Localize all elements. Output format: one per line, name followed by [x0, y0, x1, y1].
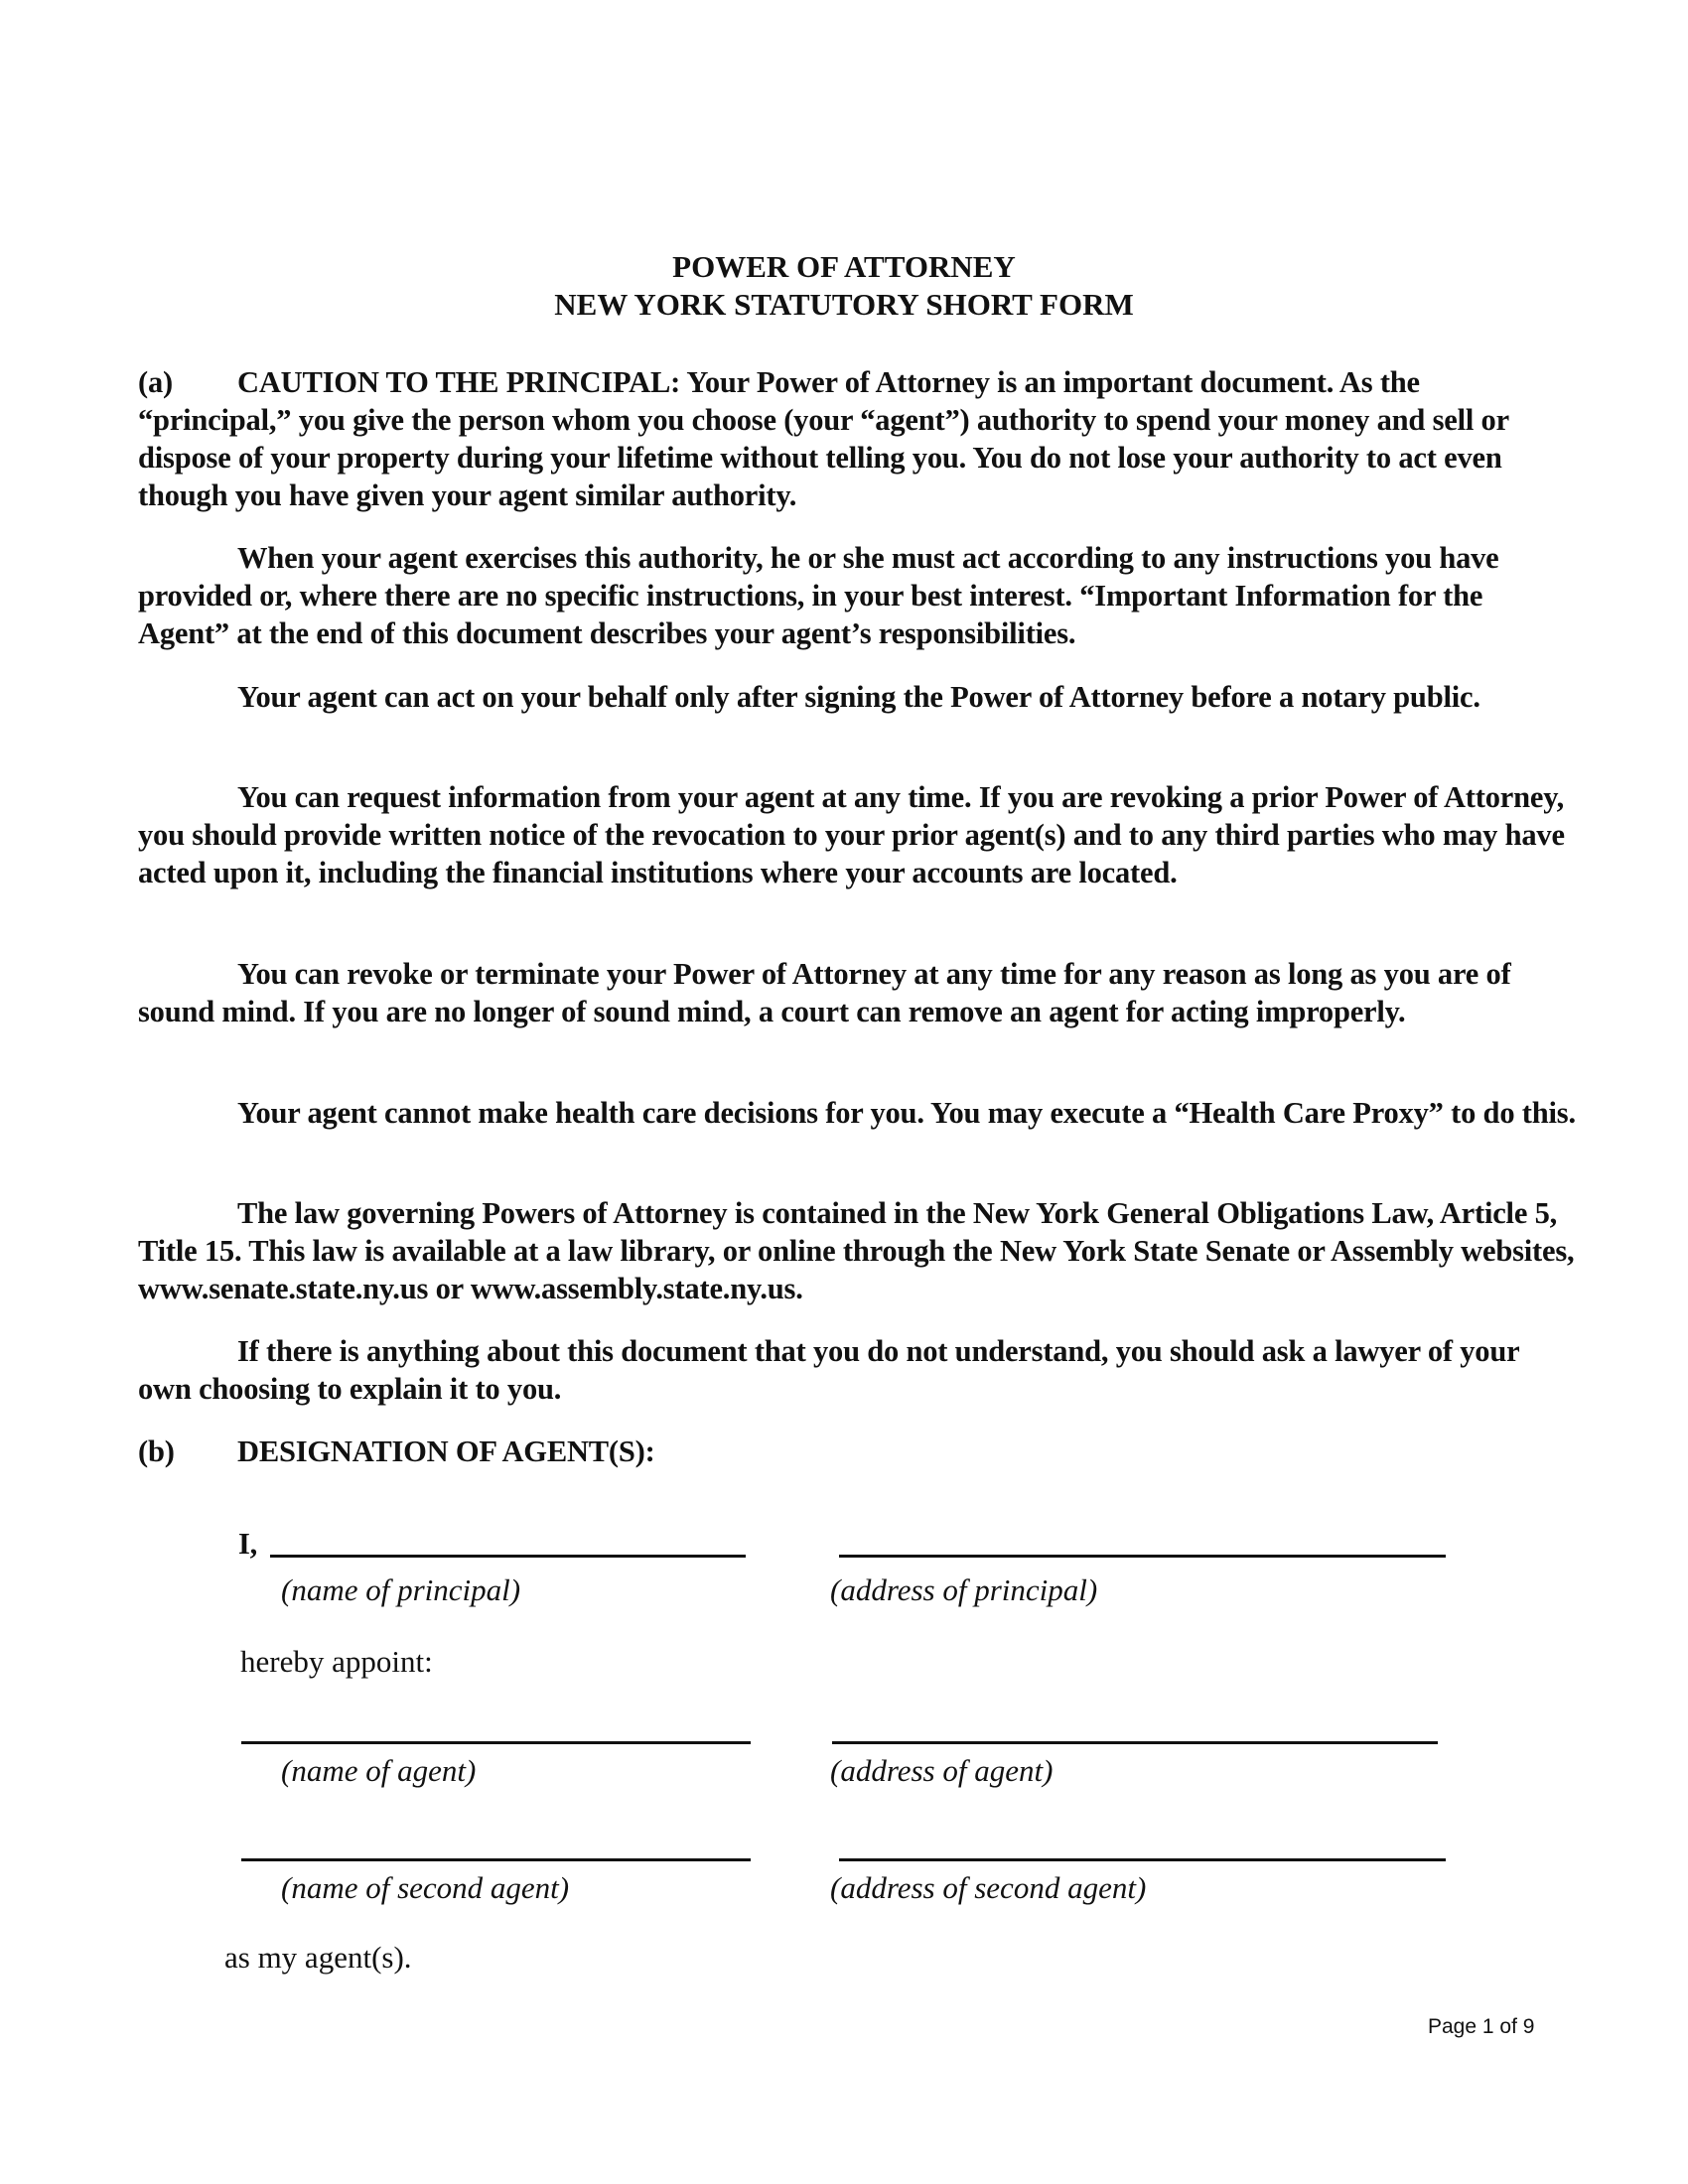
- caution-paragraph-6: [138, 1094, 1578, 1132]
- caution-text-2: When your agent exercises this authority, he or she must act according to any instructions you have provided or, where there are no specific instructions, in your best interest. “Important Information for the Agent” at the end of this document describes your agent’s responsibilities.: [138, 541, 1499, 650]
- caution-text-5: You can revoke or terminate your Power of Attorney at any time for any reason as long as you are of sound mind. If you are no longer of sound mind, a court can remove an agent for acting improperly.: [138, 957, 1511, 1028]
- name-of-principal-label: (name of principal): [281, 1572, 521, 1607]
- name-of-agent-field[interactable]: [241, 1741, 751, 1744]
- document-subtitle: NEW YORK STATUTORY SHORT FORM: [554, 287, 1134, 322]
- address-of-second-agent-label: (address of second agent): [830, 1870, 1147, 1905]
- principal-prefix: I,: [238, 1527, 258, 1561]
- caution-paragraph-8: [138, 1332, 1578, 1408]
- document-title: POWER OF ATTORNEY: [672, 249, 1016, 284]
- caution-text-1: Your Power of Attorney is an important document. As the “principal,” you give the person whom you choose (your “agent”) authority to spend your money and sell or dispose of your property during your lifetime without telling you. You do not lose your authority to act even though you have given your agent similar authority.: [138, 365, 1509, 512]
- caution-paragraph-5: [138, 955, 1578, 1030]
- section-b-label: (b): [138, 1434, 175, 1468]
- section-b-heading: DESIGNATION OF AGENT(S):: [237, 1434, 655, 1468]
- name-of-second-agent-label: (name of second agent): [281, 1870, 570, 1905]
- as-my-agents-text: as my agent(s).: [224, 1940, 412, 1975]
- caution-paragraph-3: [138, 678, 1578, 716]
- caution-text-8: If there is anything about this document that you do not understand, you should ask a lawyer of your own choosing to explain it to you.: [138, 1334, 1519, 1406]
- caution-text-3: Your agent can act on your behalf only after signing the Power of Attorney before a notary public.: [237, 680, 1480, 714]
- address-of-second-agent-field[interactable]: [839, 1858, 1446, 1861]
- caution-paragraph-1: [138, 363, 1578, 514]
- name-of-principal-field[interactable]: [270, 1555, 746, 1558]
- caution-text-4: You can request information from your agent at any time. If you are revoking a prior Power of Attorney, you should provide written notice of the revocation to your prior agent(s) and to any third parties who may have acted upon it, including the financial institutions where your accounts are located.: [138, 780, 1565, 889]
- caution-text-7: The law governing Powers of Attorney is contained in the New York General Obligations Law, Article 5, Title 15. This law is available at a law library, or online through the New York State Senate or Assembly websites, www.senate.state.ny.us or www.assembly.state.ny.us.: [138, 1196, 1575, 1305]
- section-b-header: [138, 1433, 1578, 1470]
- page-number: Page 1 of 9: [1428, 2015, 1535, 2038]
- caution-text-6: Your agent cannot make health care decisions for you. You may execute a “Health Care Proxy” to do this.: [237, 1096, 1576, 1130]
- address-of-agent-field[interactable]: [832, 1741, 1438, 1744]
- hereby-appoint-text: hereby appoint:: [240, 1644, 433, 1679]
- name-of-agent-label: (name of agent): [281, 1753, 477, 1788]
- caution-paragraph-7: [138, 1194, 1578, 1307]
- caution-paragraph-4: [138, 778, 1578, 891]
- section-a-label: (a): [138, 365, 173, 399]
- address-of-principal-field[interactable]: [839, 1555, 1446, 1558]
- name-of-second-agent-field[interactable]: [241, 1858, 751, 1861]
- address-of-principal-label: (address of principal): [830, 1572, 1098, 1607]
- section-a-heading: CAUTION TO THE PRINCIPAL:: [237, 365, 681, 399]
- caution-paragraph-2: [138, 539, 1578, 652]
- address-of-agent-label: (address of agent): [830, 1753, 1054, 1788]
